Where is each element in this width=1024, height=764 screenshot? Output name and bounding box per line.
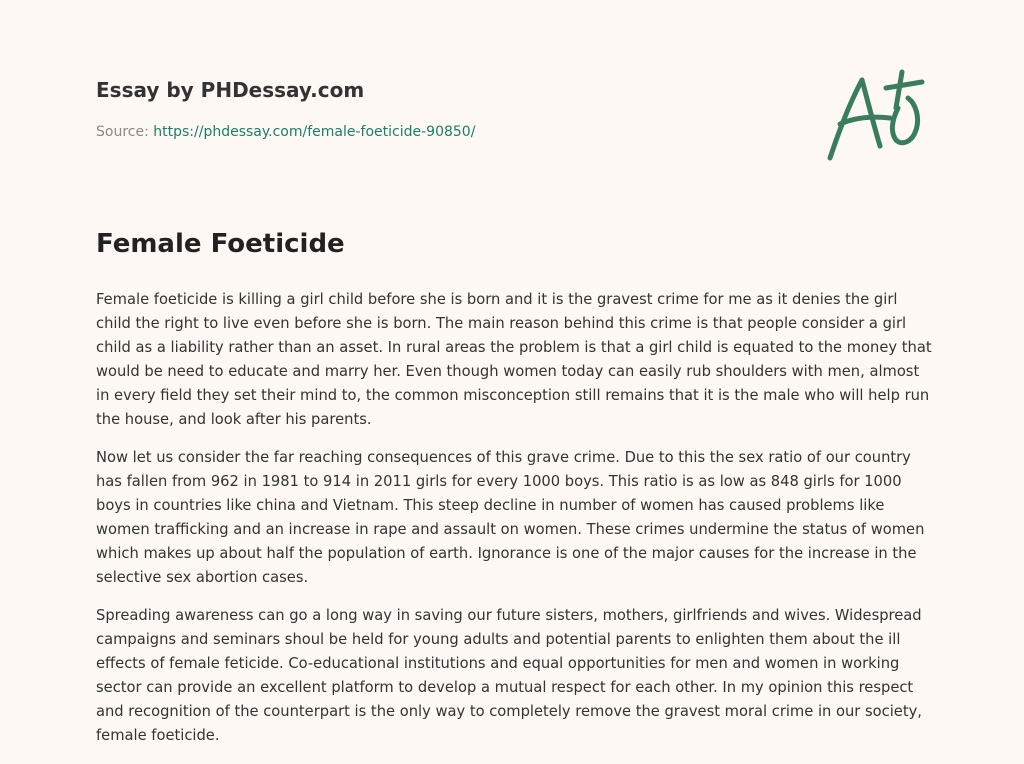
- source-link[interactable]: https://phdessay.com/female-foeticide-90850/: [153, 124, 476, 140]
- source-label: Source:: [96, 124, 149, 140]
- essay-paragraph: Spreading awareness can go a long way in saving our future sisters, mothers, girlfriends and wives. Widespread campaigns and seminars shoul be held for young adults and potential parents to enlighten them about the ill effects of female feticide. Co-educational institutions and equal opportunities for men and women in working sector can provide an excellent platform to develop a mutual respect for each other. In my opinion this respect and recognition of the counterpart is the only way to completely remove the gravest moral crime in our society, female foeticide.: [96, 607, 922, 744]
- a-plus-grade-logo-icon: [824, 68, 928, 164]
- essay-paragraph: Now let us consider the far reaching consequences of this grave crime. Due to this the sex ratio of our country has fallen from 962 in 1981 to 914 in 2011 girls for every 1000 boys. This ratio is as low as 848 girls for 1000 boys in countries like china and Vietnam. This steep decline in number of women has caused problems like women trafficking and an increase in rape and assault on women. These crimes undermine the status of women which makes up about half the population of earth. Ignorance is one of the major causes for the increase in the selective sex abortion cases.: [96, 449, 925, 586]
- page-header: [96, 72, 796, 142]
- essay-title: Female Foeticide: [96, 229, 345, 259]
- source-line: [96, 122, 796, 142]
- site-title: Essay by PHDessay.com: [96, 78, 365, 102]
- essay-article: [96, 226, 932, 762]
- essay-paragraph: Female foeticide is killing a girl child before she is born and it is the gravest crime for me as it denies the girl child the right to live even before she is born. The main reason behind this crime is that people consider a girl child as a liability rather than an asset. In rural areas the problem is that a girl child is equated to the money that would be need to educate and marry her. Even though women today can easily rub shoulders with men, almost in every field they set their mind to, the common misconception still remains that it is the male who will help run the house, and look after his parents.: [96, 291, 932, 428]
